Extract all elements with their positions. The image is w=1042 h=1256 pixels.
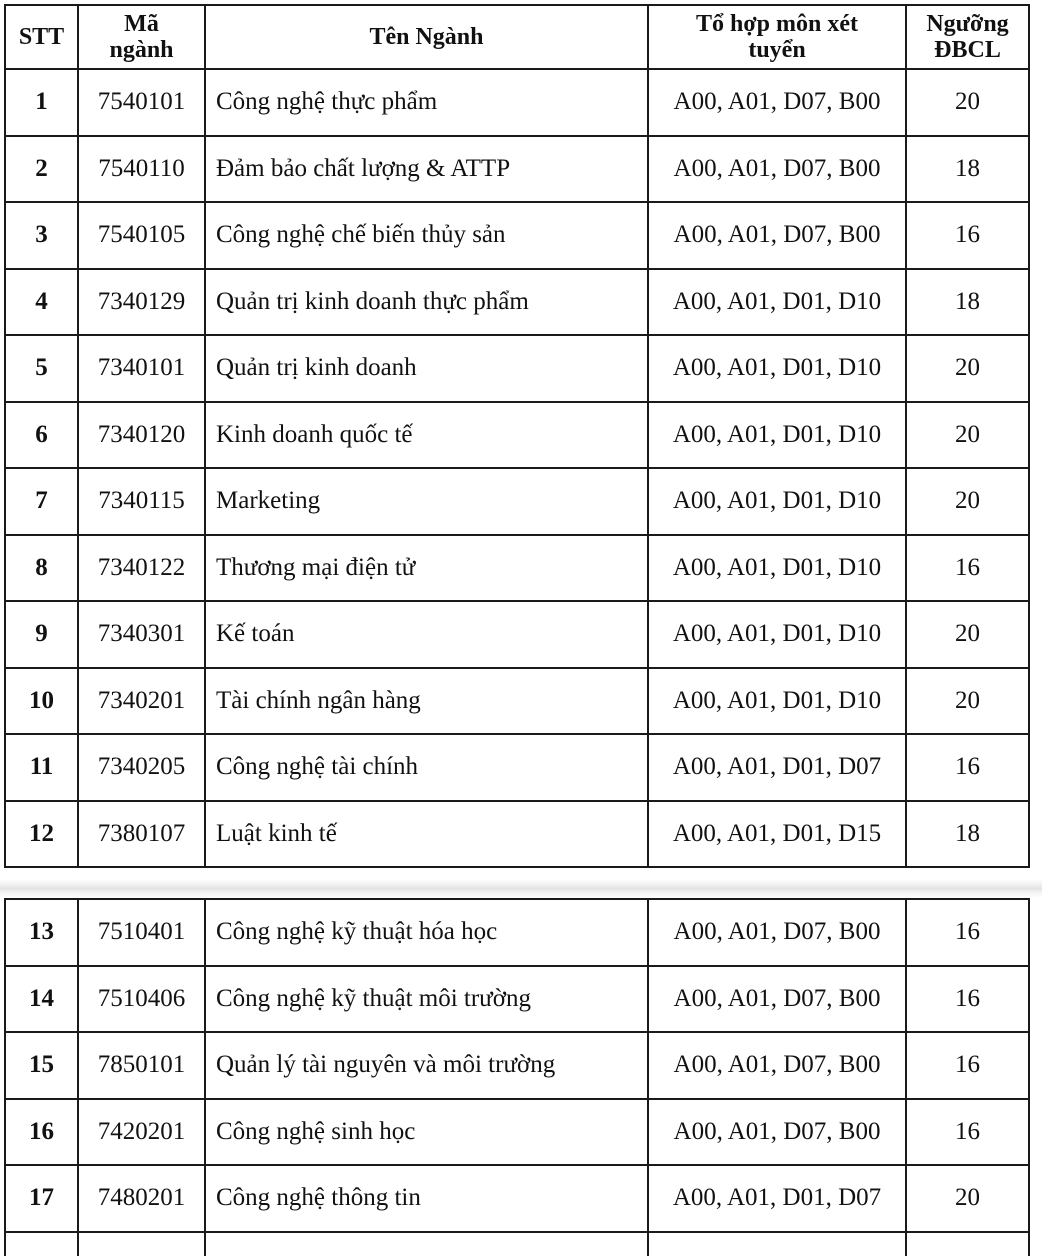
header-stt: STT [5, 5, 78, 69]
cell-name: Công nghệ tài chính [205, 734, 648, 801]
cell-stt: 4 [5, 269, 78, 336]
header-name: Tên Ngành [205, 5, 648, 69]
cell-stt: 17 [5, 1165, 78, 1232]
cell-name: Đảm bảo chất lượng & ATTP [205, 136, 648, 203]
cell-stt: 15 [5, 1032, 78, 1099]
cell-name: Thương mại điện tử [205, 535, 648, 602]
table-row [5, 899, 1029, 966]
page-break-divider [0, 879, 1042, 898]
cell-combo: A00, A01, D01, D15 [648, 801, 906, 868]
admission-table-part1 [4, 4, 1030, 868]
table-row [5, 136, 1029, 203]
cell-code: 7380107 [78, 801, 205, 868]
cell-stt: 2 [5, 136, 78, 203]
cell-code: 7540105 [78, 202, 205, 269]
cell-combo: A00, A01, D07, B00 [648, 1099, 906, 1166]
cell-combo: A00, A01, D01, D10 [648, 535, 906, 602]
cell-name: Công nghệ chế biến thủy sản [205, 202, 648, 269]
cell-combo [648, 1232, 906, 1256]
cell-name: Công nghệ sinh học [205, 1099, 648, 1166]
cell-code: 7480201 [78, 1165, 205, 1232]
header-combo: Tổ hợp môn xét tuyển [648, 5, 906, 69]
cell-combo: A00, A01, D01, D10 [648, 402, 906, 469]
cell-code: 7540101 [78, 69, 205, 136]
cell-stt: 9 [5, 601, 78, 668]
cell-name: Công nghệ thông tin [205, 1165, 648, 1232]
cell-stt: 3 [5, 202, 78, 269]
admission-table-part2 [4, 898, 1030, 1256]
cell-code: 7340122 [78, 535, 205, 602]
table-row [5, 335, 1029, 402]
table-row [5, 402, 1029, 469]
cell-name: Công nghệ kỹ thuật môi trường [205, 966, 648, 1033]
cell-name: Quản trị kinh doanh thực phẩm [205, 269, 648, 336]
cell-combo: A00, A01, D07, B00 [648, 899, 906, 966]
cell-combo: A00, A01, D01, D07 [648, 1165, 906, 1232]
cell-score: 20 [906, 335, 1029, 402]
cell-combo: A00, A01, D01, D10 [648, 335, 906, 402]
cell-score: 16 [906, 1099, 1029, 1166]
table-row [5, 1032, 1029, 1099]
cell-stt: 12 [5, 801, 78, 868]
cell-name [205, 1232, 648, 1256]
cell-code: 7540110 [78, 136, 205, 203]
cell-code [78, 1232, 205, 1256]
cell-score: 16 [906, 535, 1029, 602]
cell-score: 20 [906, 668, 1029, 735]
table-row [5, 69, 1029, 136]
cell-name: Luật kinh tế [205, 801, 648, 868]
cell-score: 18 [906, 136, 1029, 203]
cell-name: Kế toán [205, 601, 648, 668]
cell-code: 7340301 [78, 601, 205, 668]
cell-score: 20 [906, 468, 1029, 535]
cell-name: Quản lý tài nguyên và môi trường [205, 1032, 648, 1099]
cell-combo: A00, A01, D07, B00 [648, 202, 906, 269]
cell-combo: A00, A01, D07, B00 [648, 966, 906, 1033]
header-code: Mã ngành [78, 5, 205, 69]
cell-name: Kinh doanh quốc tế [205, 402, 648, 469]
cell-score: 16 [906, 734, 1029, 801]
cell-stt: 6 [5, 402, 78, 469]
cell-stt [5, 1232, 78, 1256]
table-row [5, 1165, 1029, 1232]
table-header-row [5, 5, 1029, 69]
cell-score: 20 [906, 402, 1029, 469]
cell-code: 7340129 [78, 269, 205, 336]
table-row [5, 668, 1029, 735]
cell-stt: 13 [5, 899, 78, 966]
table-row [5, 801, 1029, 868]
table-row [5, 601, 1029, 668]
table-row [5, 202, 1029, 269]
cell-code: 7340120 [78, 402, 205, 469]
cell-combo: A00, A01, D01, D10 [648, 668, 906, 735]
table-row [5, 468, 1029, 535]
cell-score: 16 [906, 966, 1029, 1033]
cell-stt: 5 [5, 335, 78, 402]
cell-score: 16 [906, 202, 1029, 269]
cell-combo: A00, A01, D01, D07 [648, 734, 906, 801]
table-row [5, 734, 1029, 801]
cell-name: Quản trị kinh doanh [205, 335, 648, 402]
cell-combo: A00, A01, D01, D10 [648, 269, 906, 336]
cell-stt: 16 [5, 1099, 78, 1166]
cell-stt: 11 [5, 734, 78, 801]
cell-code: 7340101 [78, 335, 205, 402]
cell-name: Công nghệ thực phẩm [205, 69, 648, 136]
cell-name: Tài chính ngân hàng [205, 668, 648, 735]
cell-stt: 10 [5, 668, 78, 735]
cell-combo: A00, A01, D07, B00 [648, 136, 906, 203]
cell-score: 20 [906, 69, 1029, 136]
cell-code: 7340205 [78, 734, 205, 801]
cell-combo: A00, A01, D01, D10 [648, 601, 906, 668]
cell-score: 20 [906, 1165, 1029, 1232]
cell-stt: 1 [5, 69, 78, 136]
cell-code: 7340115 [78, 468, 205, 535]
table-row [5, 269, 1029, 336]
cell-name: Marketing [205, 468, 648, 535]
cell-score: 16 [906, 899, 1029, 966]
cell-combo: A00, A01, D07, B00 [648, 69, 906, 136]
cell-stt: 14 [5, 966, 78, 1033]
table-row-cut-off [5, 1232, 1029, 1256]
cell-score: 18 [906, 801, 1029, 868]
cell-name: Công nghệ kỹ thuật hóa học [205, 899, 648, 966]
cell-score [906, 1232, 1029, 1256]
cell-code: 7510406 [78, 966, 205, 1033]
cell-score: 16 [906, 1032, 1029, 1099]
cell-combo: A00, A01, D01, D10 [648, 468, 906, 535]
cell-stt: 7 [5, 468, 78, 535]
header-score: Ngưỡng ĐBCL [906, 5, 1029, 69]
table-row [5, 1099, 1029, 1166]
cell-combo: A00, A01, D07, B00 [648, 1032, 906, 1099]
cell-score: 18 [906, 269, 1029, 336]
table-row [5, 966, 1029, 1033]
cell-stt: 8 [5, 535, 78, 602]
cell-code: 7510401 [78, 899, 205, 966]
cell-score: 20 [906, 601, 1029, 668]
table-row [5, 535, 1029, 602]
cell-code: 7420201 [78, 1099, 205, 1166]
cell-code: 7850101 [78, 1032, 205, 1099]
cell-code: 7340201 [78, 668, 205, 735]
